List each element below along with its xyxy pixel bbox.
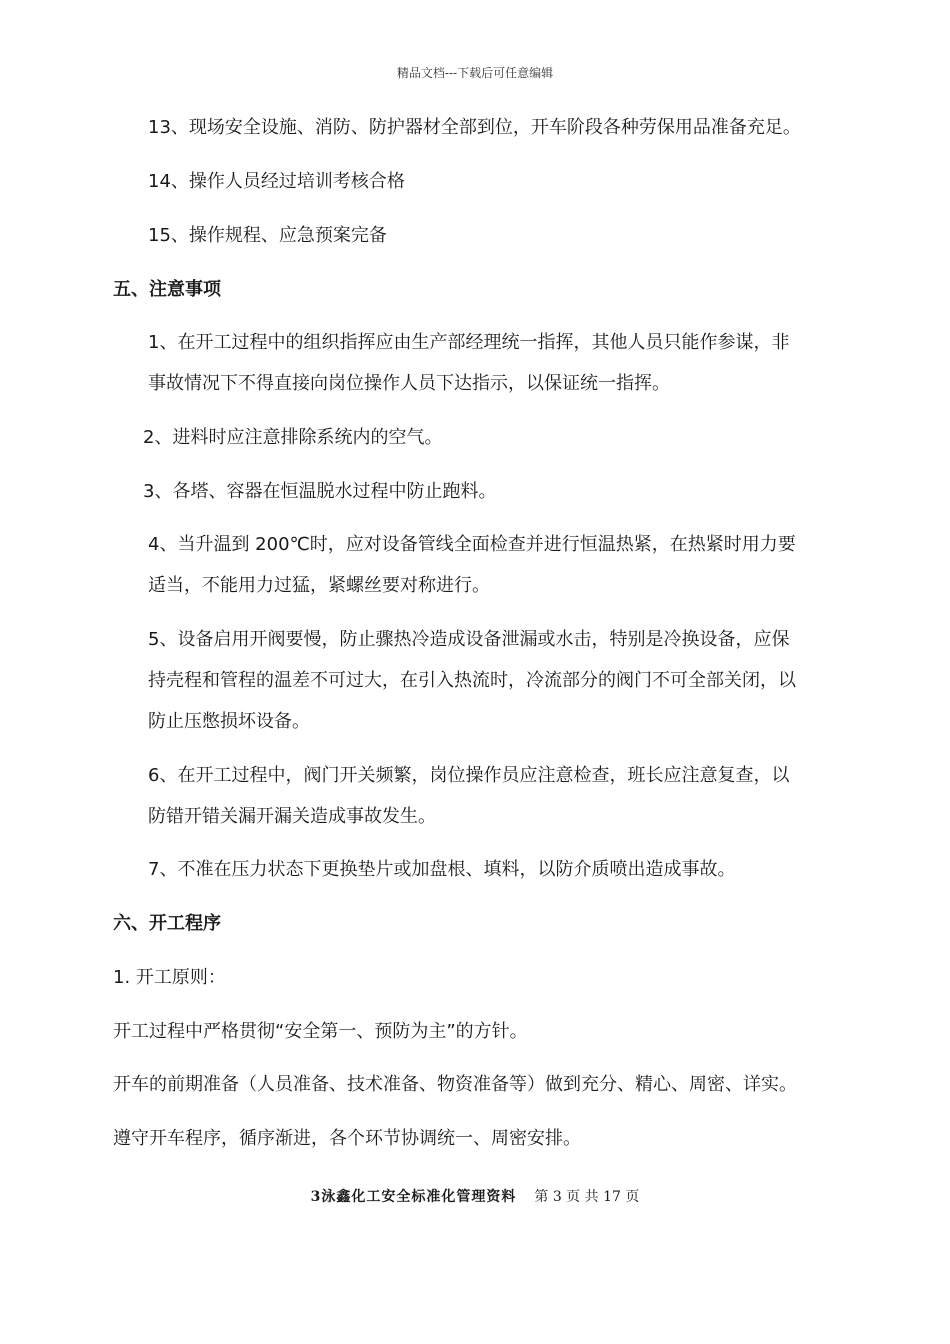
- precaution-5-line-3: 防止压憋损坏设备。: [148, 711, 310, 732]
- precaution-4-line-2: 适当，不能用力过猛，紧螺丝要对称进行。: [148, 575, 490, 596]
- principle-paragraph-3: 遵守开车程序，循序渐进，各个环节协调统一、周密安排。: [113, 1128, 581, 1149]
- precaution-3: 3、各塔、容器在恒温脱水过程中防止跑料。: [143, 481, 497, 502]
- precaution-1-line-2: 事故情况下不得直接向岗位操作人员下达指示，以保证统一指挥。: [148, 373, 670, 394]
- principle-paragraph-1: 开工过程中严格贯彻“安全第一、预防为主”的方针。: [113, 1021, 528, 1042]
- precaution-5-line-2: 持壳程和管程的温差不可过大，在引入热流时，冷流部分的阀门不可全部关闭，以: [148, 670, 796, 691]
- footer-page-number: 第 3 页 共 17 页: [534, 1189, 640, 1205]
- precaution-4-line-1: 4、当升温到 200℃时，应对设备管线全面检查并进行恒温热紧，在热紧时用力要: [148, 534, 796, 555]
- precaution-5-line-1: 5、设备启用开阀要慢，防止骤热冷造成设备泄漏或水击，特别是冷换设备，应保: [148, 629, 790, 650]
- precaution-6-line-2: 防错开错关漏开漏关造成事故发生。: [148, 806, 436, 827]
- page-footer: [0, 1186, 950, 1206]
- paragraph-item-13: 13、现场安全设施、消防、防护器材全部到位，开车阶段各种劳保用品准备充足。: [148, 117, 801, 138]
- principle-paragraph-2: 开车的前期准备（人员准备、技术准备、物资准备等）做到充分、精心、周密、详实。: [113, 1074, 797, 1095]
- precaution-6-line-1: 6、在开工过程中，阀门开关频繁，岗位操作员应注意检查，班长应注意复查，以: [148, 765, 790, 786]
- section-heading-startup-procedure: 六、开工程序: [113, 913, 221, 934]
- paragraph-item-15: 15、操作规程、应急预案完备: [148, 225, 387, 246]
- precaution-2: 2、进料时应注意排除系统内的空气。: [143, 427, 443, 448]
- page-header: 精品文档---下载后可任意编辑: [396, 66, 554, 80]
- paragraph-item-14: 14、操作人员经过培训考核合格: [148, 171, 405, 192]
- precaution-1-line-1: 1、在开工过程中的组织指挥应由生产部经理统一指挥，其他人员只能作参谋，非: [148, 332, 790, 353]
- footer-document-title: 3泳鑫化工安全标准化管理资料: [310, 1189, 517, 1205]
- section-heading-precautions: 五、注意事项: [113, 279, 221, 300]
- startup-principle-heading: 1. 开工原则：: [113, 967, 226, 988]
- precaution-7: 7、不准在压力状态下更换垫片或加盘根、填料，以防介质喷出造成事故。: [148, 859, 736, 880]
